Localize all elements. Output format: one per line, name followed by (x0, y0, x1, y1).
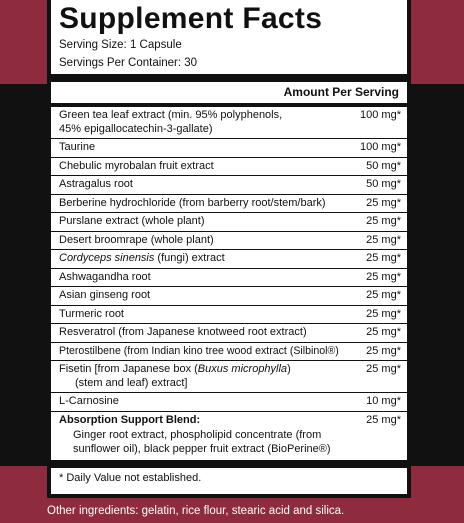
ingredient-name: Taurine (59, 141, 96, 153)
ingredient-row (51, 176, 407, 195)
blend-detail (51, 429, 407, 460)
ingredient-amount: 25 mg* (366, 270, 401, 283)
ingredient-amount: 25 mg* (366, 215, 401, 227)
ingredient-row (51, 158, 407, 177)
ingredient-name: Asian ginseng root (59, 289, 151, 301)
ingredient-name-cont: 45% epigallocatechin-3-gallate) (59, 122, 213, 135)
supplement-facts-panel (47, 0, 411, 498)
ingredient-row (51, 287, 407, 306)
other-ingredients: Other ingredients: gelatin, rice flour, stearic acid and silica. (47, 505, 345, 517)
thick-divider (51, 460, 407, 468)
ingredient-name: Cordyceps sinensis (fungi) extract (59, 252, 225, 264)
ingredient-name: Resveratrol (from Japanese knotweed root extract) (59, 326, 307, 338)
ingredient-name: Turmeric root (59, 307, 124, 320)
ingredient-name: Green tea leaf extract (min. 95% polyphenols, (59, 109, 283, 121)
blend-name: Absorption Support Blend: (59, 413, 201, 426)
blend-amount: 25 mg* (366, 413, 401, 426)
ingredient-amount: 50 mg* (366, 159, 401, 172)
ingredient-name: Purslane extract (whole plant) (59, 215, 205, 227)
servings-per-container: Servings Per Container: 30 (59, 57, 198, 69)
ingredient-row (51, 107, 407, 139)
ingredient-row (51, 213, 407, 232)
ingredient-amount: 25 mg* (366, 233, 401, 246)
serving-size: Serving Size: 1 Capsule (59, 39, 182, 51)
ingredient-name: Chebulic myrobalan fruit extract (59, 159, 214, 172)
ingredient-row (51, 343, 407, 362)
ingredient-row (51, 393, 407, 412)
ingredient-amount: 25 mg* (366, 307, 401, 320)
blend-detail-line: sunflower oil), black pepper fruit extract (BioPerine®) (73, 442, 331, 455)
ingredient-row (51, 232, 407, 251)
blend-row (51, 412, 407, 430)
ingredient-row (51, 139, 407, 158)
ingredient-amount: 25 mg* (366, 363, 401, 375)
ingredient-row (51, 269, 407, 288)
ingredient-amount: 25 mg* (366, 326, 401, 338)
blend-detail-line: Ginger root extract, phospholipid concentrate (from (73, 429, 322, 441)
ingredient-amount: 100 mg* (360, 141, 401, 153)
ingredient-name: Desert broomrape (whole plant) (59, 233, 214, 246)
ingredient-row (51, 361, 407, 393)
ingredient-amount: 25 mg* (366, 252, 401, 264)
ingredient-row (51, 250, 407, 269)
ingredient-amount: 25 mg* (366, 344, 401, 357)
ingredient-amount: 25 mg* (366, 289, 401, 301)
ingredient-name-cont: (stem and leaf) extract] (75, 376, 188, 389)
ingredient-name: Berberine hydrochloride (from barberry root/stem/bark) (59, 196, 326, 209)
ingredient-amount: 25 mg* (366, 196, 401, 209)
panel-title: Supplement Facts (59, 2, 323, 35)
thick-divider (51, 74, 407, 82)
ingredient-name: Ashwagandha root (59, 270, 151, 283)
ingredient-row (51, 195, 407, 214)
amount-per-serving-header: Amount Per Serving (283, 85, 399, 99)
daily-value-note: * Daily Value not established. (59, 472, 202, 484)
ingredient-name: Pterostilbene (from Indian kino tree wood extract (Silbinol®) (59, 344, 339, 357)
ingredient-name: L-Carnosine (59, 395, 119, 407)
ingredient-name: Astragalus root (59, 178, 133, 190)
ingredient-name: Fisetin [from Japanese box (Buxus microphylla) (59, 363, 291, 375)
ingredient-row (51, 324, 407, 343)
ingredient-amount: 100 mg* (360, 109, 401, 121)
ingredient-row (51, 306, 407, 325)
ingredient-amount: 10 mg* (366, 395, 401, 407)
ingredient-amount: 50 mg* (366, 178, 401, 190)
